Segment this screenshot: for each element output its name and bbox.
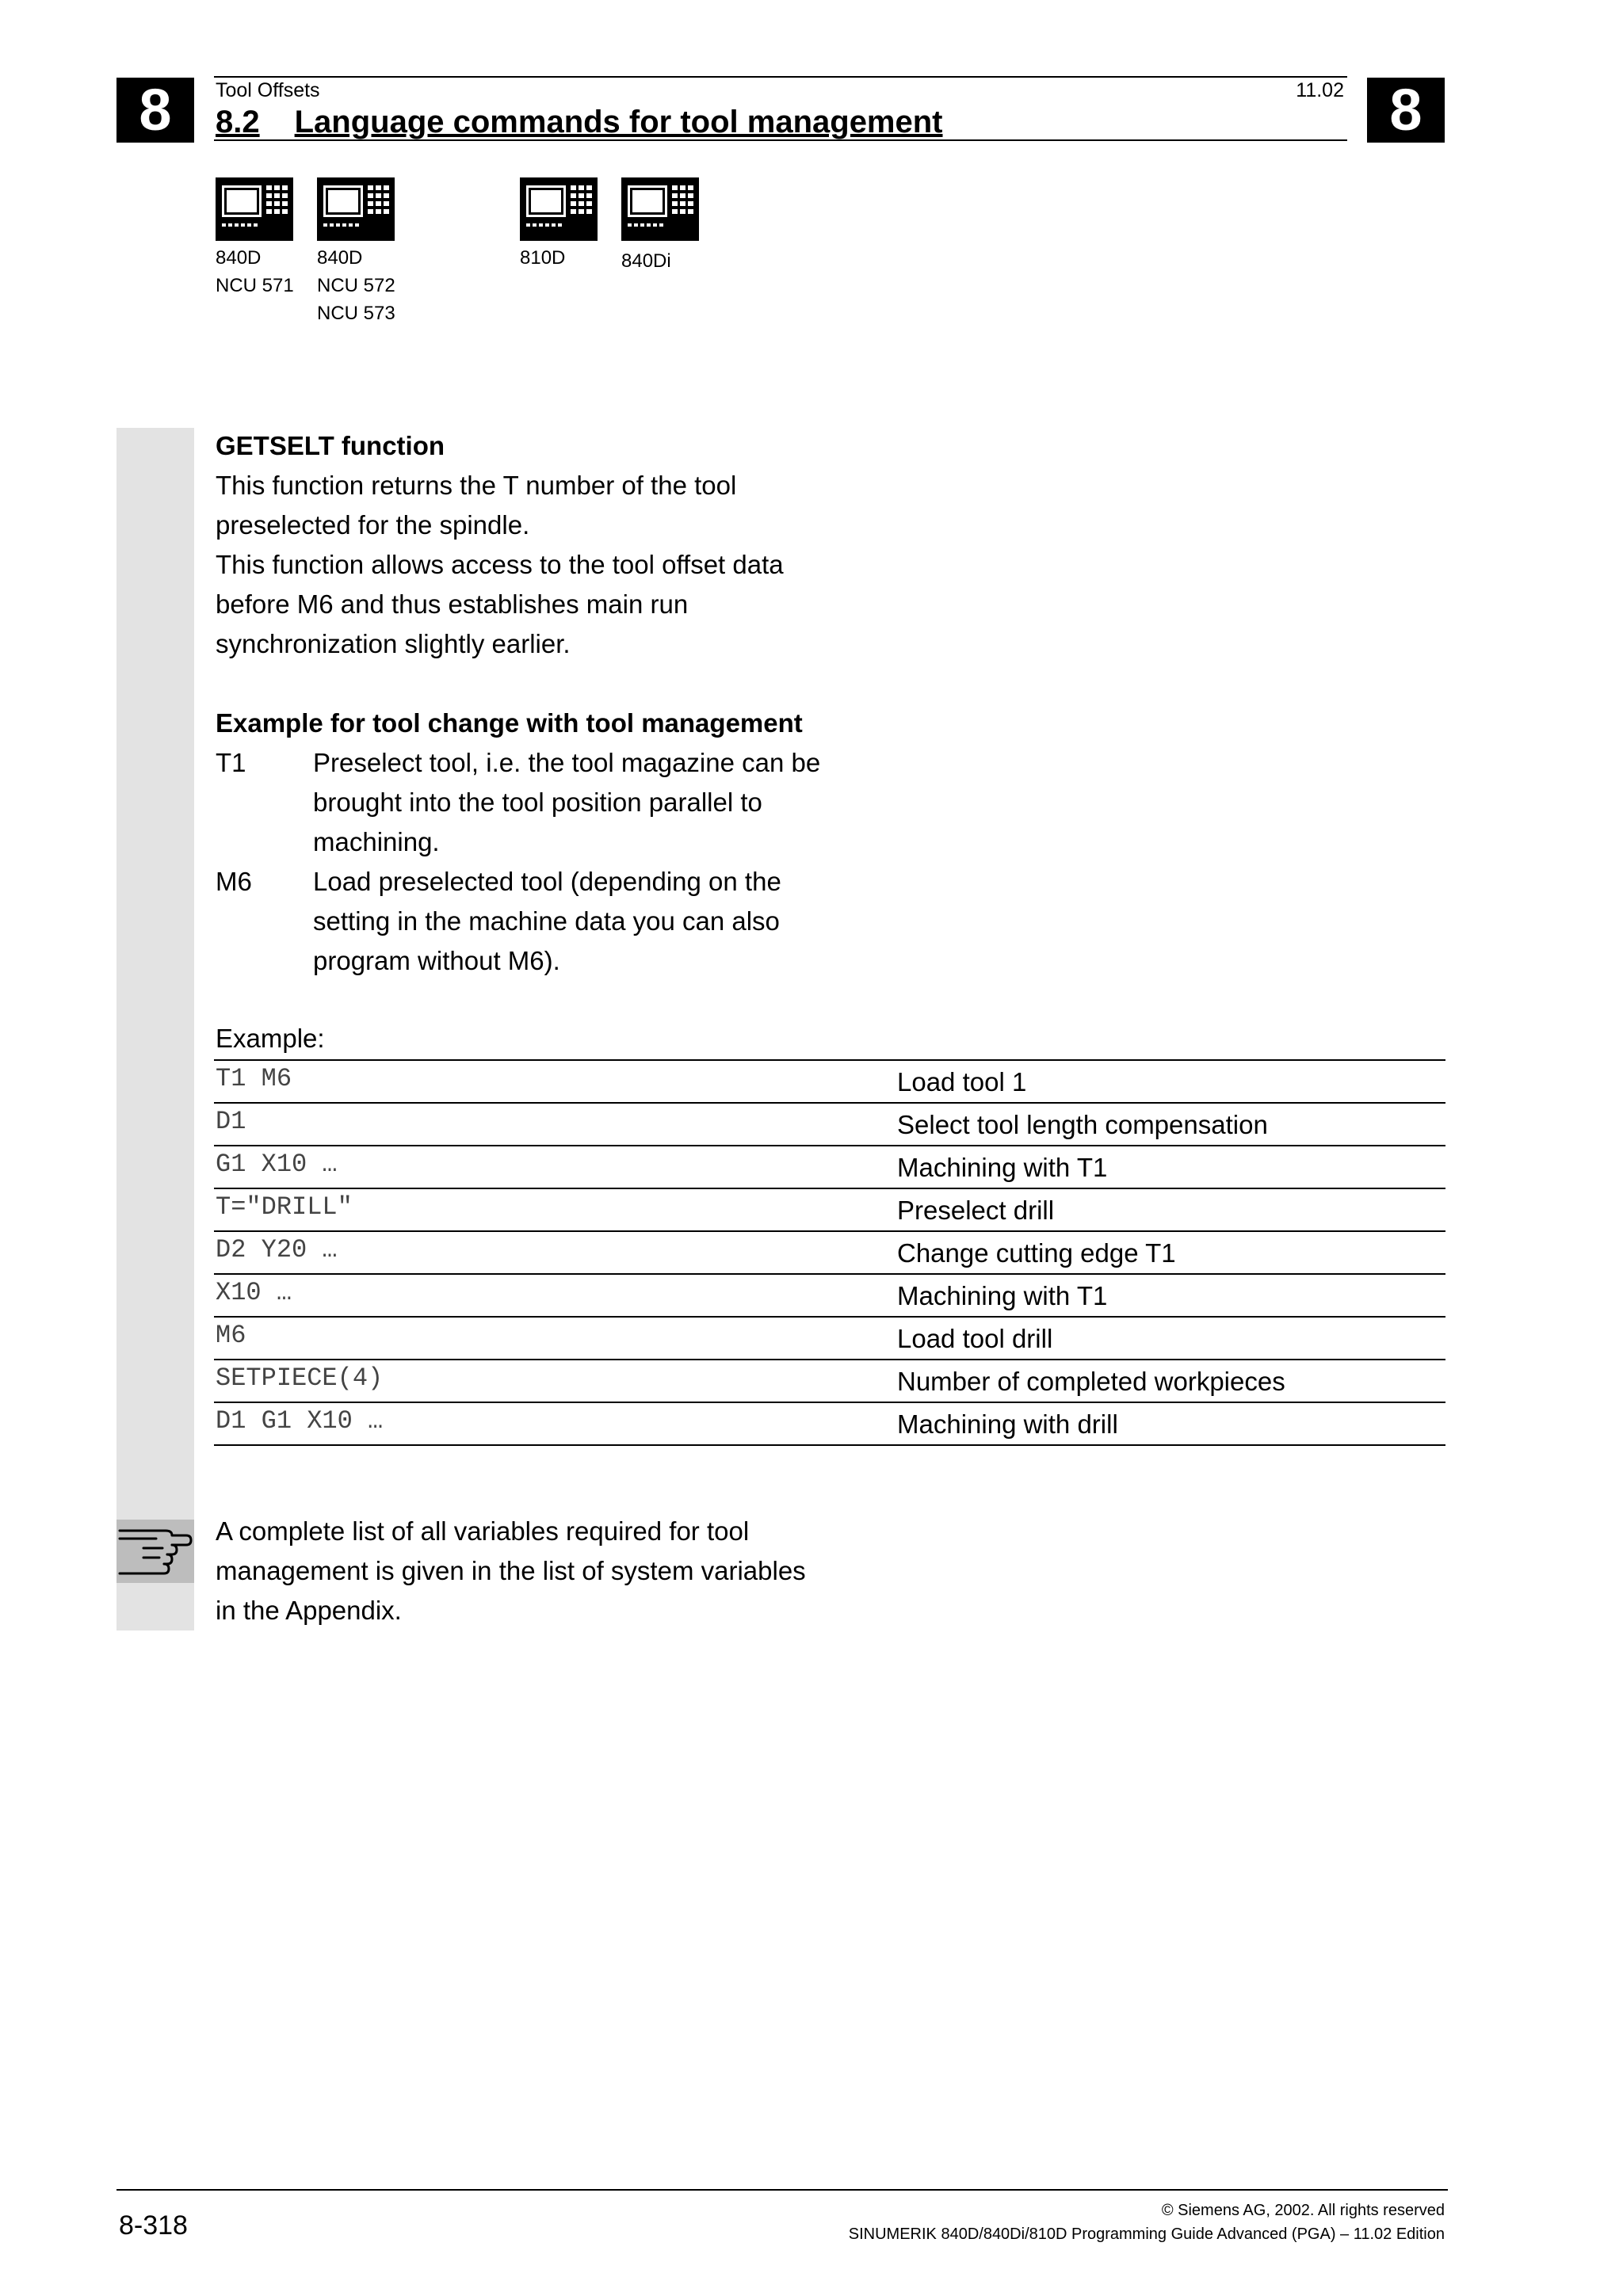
table-row bbox=[214, 1317, 1445, 1360]
copyright-text: © Siemens AG, 2002. All rights reserved bbox=[1161, 2202, 1445, 2219]
section-label: Tool Offsets bbox=[216, 79, 320, 101]
example-code-table bbox=[214, 1059, 1445, 1446]
comment-cell: Machining with T1 bbox=[897, 1146, 1445, 1188]
change-bar bbox=[116, 428, 194, 1630]
header-rule-top bbox=[214, 76, 1347, 78]
control-label bbox=[621, 247, 671, 275]
footer-rule bbox=[116, 2189, 1448, 2191]
control-label-line: 840D bbox=[216, 247, 262, 269]
comment-cell: Number of completed workpieces bbox=[897, 1360, 1445, 1402]
control-panel-icon bbox=[621, 177, 699, 241]
definition-term: T1 bbox=[216, 748, 246, 777]
control-panel-icon bbox=[520, 177, 598, 241]
definition-line: program without M6). bbox=[313, 946, 560, 975]
control-label-line: NCU 572 bbox=[317, 275, 395, 296]
table-row bbox=[214, 1274, 1445, 1317]
section-heading: Example for tool change with tool management bbox=[216, 708, 803, 738]
comment-cell: Change cutting edge T1 bbox=[897, 1231, 1445, 1274]
code-cell: M6 bbox=[214, 1317, 897, 1360]
edition-date: 11.02 bbox=[1296, 79, 1344, 101]
comment-cell: Machining with T1 bbox=[897, 1274, 1445, 1317]
paragraph-line: This function returns the T number of the tool bbox=[216, 471, 737, 500]
pointing-hand-icon bbox=[116, 1520, 194, 1583]
note-line: A complete list of all variables required for tool bbox=[216, 1516, 750, 1546]
control-label-line: 840Di bbox=[621, 250, 671, 272]
code-cell: SETPIECE(4) bbox=[214, 1360, 897, 1402]
getselt-block bbox=[216, 426, 929, 664]
definition-description bbox=[313, 862, 868, 981]
definition-line: setting in the machine data you can also bbox=[313, 906, 780, 936]
control-label bbox=[520, 244, 565, 272]
control-label-line: 810D bbox=[520, 247, 566, 269]
chapter-badge-left: 8 bbox=[116, 78, 194, 143]
comment-cell: Load tool 1 bbox=[897, 1060, 1445, 1103]
paragraph-line: This function allows access to the tool offset data bbox=[216, 550, 784, 579]
control-label-line: NCU 573 bbox=[317, 303, 395, 324]
control-label-line: 840D bbox=[317, 247, 363, 269]
table-row bbox=[214, 1188, 1445, 1231]
table-row bbox=[214, 1402, 1445, 1445]
definition-line: Preselect tool, i.e. the tool magazine can be bbox=[313, 748, 821, 777]
code-cell: T="DRILL" bbox=[214, 1188, 897, 1231]
table-row bbox=[214, 1060, 1445, 1103]
definition-line: brought into the tool position parallel to bbox=[313, 788, 762, 817]
definition-line: Load preselected tool (depending on the bbox=[313, 867, 781, 896]
footer-credits bbox=[849, 2199, 1445, 2246]
code-cell: T1 M6 bbox=[214, 1060, 897, 1103]
code-cell: G1 X10 … bbox=[214, 1146, 897, 1188]
chapter-badge-right: 8 bbox=[1367, 78, 1445, 143]
header-rule-bottom bbox=[214, 139, 1347, 141]
note-line: in the Appendix. bbox=[216, 1596, 402, 1625]
table-row bbox=[214, 1360, 1445, 1402]
code-cell: X10 … bbox=[214, 1274, 897, 1317]
page-number: 8-318 bbox=[119, 2210, 188, 2241]
note-text bbox=[216, 1512, 929, 1630]
note-line: management is given in the list of system variables bbox=[216, 1556, 806, 1585]
comment-cell: Machining with drill bbox=[897, 1402, 1445, 1445]
code-cell: D2 Y20 … bbox=[214, 1231, 897, 1274]
document-title: SINUMERIK 840D/840Di/810D Programming Guide Advanced (PGA) – 11.02 Edition bbox=[848, 2225, 1445, 2243]
paragraph-line: synchronization slightly earlier. bbox=[216, 629, 571, 658]
comment-cell: Preselect drill bbox=[897, 1188, 1445, 1231]
control-label bbox=[216, 244, 294, 299]
table-row bbox=[214, 1231, 1445, 1274]
code-cell: D1 G1 X10 … bbox=[214, 1402, 897, 1445]
paragraph-line: preselected for the spindle. bbox=[216, 510, 530, 540]
table-row bbox=[214, 1103, 1445, 1146]
code-cell: D1 bbox=[214, 1103, 897, 1146]
section-heading: GETSELT function bbox=[216, 431, 445, 460]
control-label bbox=[317, 244, 395, 327]
definition-line: machining. bbox=[313, 827, 440, 856]
control-panel-icon bbox=[216, 177, 293, 241]
comment-cell: Select tool length compensation bbox=[897, 1103, 1445, 1146]
title-number: 8.2 bbox=[216, 105, 260, 139]
control-label-line: NCU 571 bbox=[216, 275, 294, 296]
example-label: Example: bbox=[216, 1024, 325, 1053]
comment-cell: Load tool drill bbox=[897, 1317, 1445, 1360]
definition-term: M6 bbox=[216, 867, 252, 896]
definition-description bbox=[313, 743, 868, 862]
page-title bbox=[216, 105, 943, 140]
paragraph-line: before M6 and thus establishes main run bbox=[216, 589, 689, 619]
control-panel-icon bbox=[317, 177, 395, 241]
title-text: Language commands for tool management bbox=[294, 105, 943, 139]
table-row bbox=[214, 1146, 1445, 1188]
